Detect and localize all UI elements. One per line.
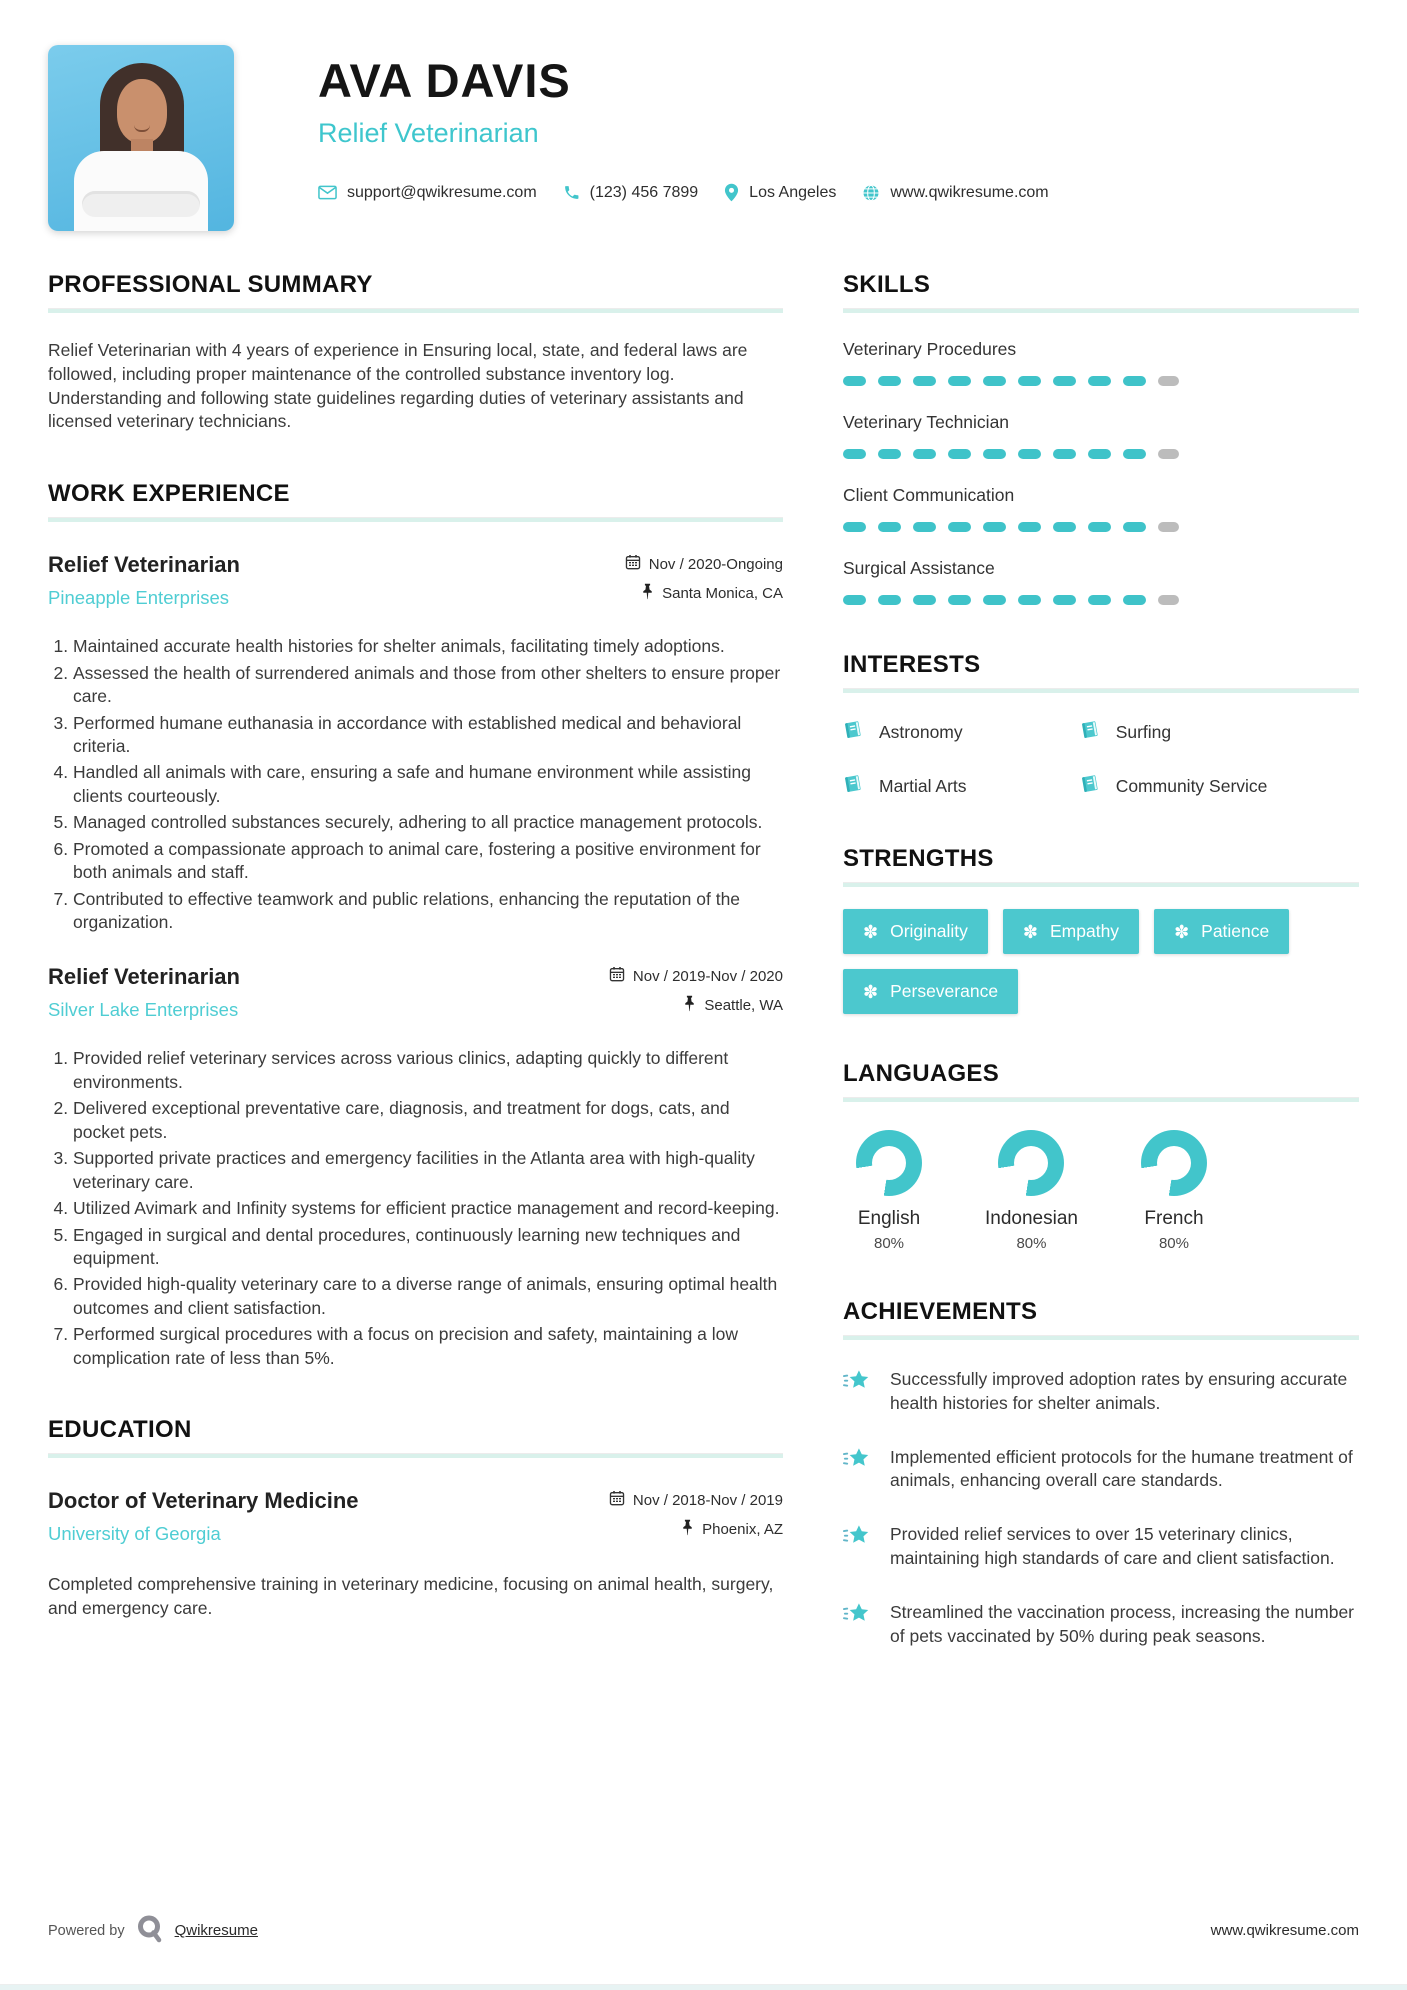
skill-segment-filled [913, 449, 936, 459]
job-duty: 2. Assessed the health of surrendered animals and those from other shelters to ensure proper care. [73, 662, 783, 709]
photo-face [117, 79, 167, 143]
powered-by-label: Powered by [48, 1922, 125, 1939]
language-item [1128, 1130, 1220, 1252]
heading-rule [48, 308, 783, 313]
language-donut [998, 1130, 1064, 1196]
contact-email[interactable] [318, 184, 537, 202]
contact-location-text: Los Angeles [749, 183, 837, 201]
summary-text: Relief Veterinarian with 4 years of experience in Ensuring local, state, and federal laws are followed, including proper maintenance of the controlled substance inventory log. Understanding and following state guidelines regarding duties of veterinary assistants and licensed veterinary technicians. [48, 340, 748, 432]
calendar-icon [609, 966, 625, 986]
skill-segment-filled [1053, 449, 1076, 459]
skill-segment-filled [1088, 376, 1111, 386]
skill-segment-filled [913, 376, 936, 386]
strength-label: Originality [890, 921, 968, 941]
globe-icon [862, 184, 880, 202]
heading-rule [843, 308, 1359, 313]
skill-segment-filled [1123, 376, 1146, 386]
language-list [843, 1130, 1359, 1252]
skill-segment-filled [878, 522, 901, 532]
qwikresume-link[interactable]: Qwikresume [174, 1922, 258, 1939]
interest-list [843, 719, 1359, 799]
section-education [48, 1416, 783, 1621]
education-location: Phoenix, AZ [702, 1521, 783, 1539]
achievements-heading: ACHIEVEMENTS [843, 1298, 1038, 1325]
skill-segment-filled [1088, 449, 1111, 459]
skill-segment-filled [983, 376, 1006, 386]
skill-bar [843, 595, 1359, 605]
job-duty: 4. Handled all animals with care, ensuring a safe and humane environment while assisting clients courteously. [73, 761, 783, 808]
star-icon [843, 1523, 873, 1571]
achievement-item [843, 1523, 1359, 1571]
job-company-link[interactable]: Silver Lake Enterprises [48, 999, 239, 1021]
job-duty: 3. Performed humane euthanasia in accordance with established medical and behavioral criteria. [73, 712, 783, 759]
skills-heading: SKILLS [843, 271, 931, 298]
pin-icon [683, 995, 696, 1016]
job-duties [48, 1047, 783, 1370]
language-percent: 80% [1016, 1235, 1047, 1252]
strength-list [843, 909, 1359, 1014]
skill-name: Veterinary Technician [843, 412, 1010, 432]
interest-item [843, 773, 1080, 799]
book-icon [1080, 773, 1101, 799]
skill-segment-filled [843, 595, 866, 605]
candidate-title: Relief Veterinarian [318, 118, 539, 148]
job-location: Seattle, WA [704, 997, 783, 1015]
languages-heading: LANGUAGES [843, 1060, 1000, 1087]
skill-bar [843, 449, 1359, 459]
interest-item [1080, 773, 1359, 799]
book-icon [843, 773, 864, 799]
heading-rule [48, 517, 783, 522]
skill-segment-filled [843, 449, 866, 459]
header-main [318, 45, 1049, 231]
heading-rule [843, 688, 1359, 693]
job-duty: 6. Provided high-quality veterinary care to a diverse range of animals, ensuring optimal health outcomes and client satisfaction. [73, 1273, 783, 1320]
heading-rule [843, 1097, 1359, 1102]
qwikresume-logo-icon [135, 1913, 165, 1948]
skill-segment-filled [1018, 449, 1041, 459]
skill-segment-filled [1053, 595, 1076, 605]
skill-segment-empty [1158, 522, 1179, 532]
heading-rule [48, 1453, 783, 1458]
left-column [48, 271, 783, 1694]
pin-icon [641, 583, 654, 604]
candidate-name: AVA DAVIS [318, 54, 571, 107]
bottom-accent-bar [0, 1984, 1407, 1990]
footer-website: www.qwikresume.com [1210, 1922, 1359, 1939]
skill-segment-filled [1053, 376, 1076, 386]
flower-icon: ✽ [863, 981, 879, 1002]
strength-chip [1003, 909, 1139, 954]
achievement-text: Streamlined the vaccination process, increasing the number of pets vaccinated by 50% during peak seasons. [890, 1601, 1354, 1646]
job-duty: 6. Promoted a compassionate approach to animal care, fostering a positive environment for both animals and staff. [73, 838, 783, 885]
right-column [843, 271, 1359, 1694]
contact-phone[interactable] [563, 184, 699, 202]
pin-icon [681, 1519, 694, 1540]
education-description: Completed comprehensive training in veterinary medicine, focusing on animal health, surgery, and emergency care. [48, 1574, 774, 1618]
skill-segment-filled [878, 449, 901, 459]
education-dates: Nov / 2018-Nov / 2019 [632, 1491, 783, 1509]
section-summary [48, 271, 783, 434]
language-name: French [1144, 1208, 1204, 1229]
skill-segment-filled [913, 522, 936, 532]
skill-segment-filled [1053, 522, 1076, 532]
skill-segment-filled [1123, 522, 1146, 532]
language-name: English [857, 1208, 921, 1229]
strength-chip [1154, 909, 1289, 954]
skill-name: Surgical Assistance [843, 558, 995, 578]
contact-email-text: support@qwikresume.com [347, 183, 537, 201]
skill-segment-filled [948, 522, 971, 532]
phone-icon [563, 184, 580, 201]
content-columns [0, 271, 1407, 1694]
strengths-heading: STRENGTHS [843, 845, 994, 872]
skill-segment-filled [1123, 449, 1146, 459]
interest-item [1080, 719, 1359, 745]
skill-segment-filled [948, 595, 971, 605]
language-item [985, 1130, 1078, 1252]
skill-segment-filled [878, 595, 901, 605]
photo-arms [82, 191, 200, 217]
skill-segment-filled [913, 595, 936, 605]
skill-name: Client Communication [843, 485, 1015, 505]
job-duty: 5. Engaged in surgical and dental procedures, continuously learning new techniques and equipment. [73, 1224, 783, 1271]
section-achievements [843, 1298, 1359, 1648]
job-duty: 1. Provided relief veterinary services across various clinics, adapting quickly to different environments. [73, 1047, 783, 1094]
interests-heading: INTERESTS [843, 651, 981, 678]
interest-item [843, 719, 1080, 745]
interest-label: Surfing [1115, 721, 1172, 742]
achievement-item [843, 1601, 1359, 1649]
skill-segment-filled [1018, 595, 1041, 605]
flower-icon: ✽ [863, 921, 879, 942]
achievement-text: Provided relief services to over 15 veterinary clinics, maintaining high standards of care and client satisfaction. [890, 1524, 1335, 1568]
job-dates: Nov / 2020-Ongoing [648, 555, 783, 573]
contact-website[interactable] [862, 184, 1048, 202]
skill-segment-filled [948, 376, 971, 386]
skill-segment-filled [1123, 595, 1146, 605]
job-company-link[interactable]: Pineapple Enterprises [48, 587, 229, 609]
job-duty: 2. Delivered exceptional preventative care, diagnosis, and treatment for dogs, cats, and pocket pets. [73, 1097, 783, 1144]
heading-rule [843, 882, 1359, 887]
strength-chip [843, 909, 988, 954]
contact-phone-text: (123) 456 7899 [589, 183, 699, 201]
profile-photo [48, 45, 234, 231]
contact-location[interactable] [724, 183, 836, 202]
skill-segment-filled [1088, 595, 1111, 605]
section-strengths [843, 845, 1359, 1014]
strength-label: Empathy [1050, 921, 1120, 941]
achievement-text: Successfully improved adoption rates by ensuring accurate health histories for shelter animals. [890, 1369, 1348, 1413]
language-donut [856, 1130, 922, 1196]
job-duty: 7. Contributed to effective teamwork and public relations, enhancing the reputation of the organization. [73, 888, 783, 935]
contact-website-text: www.qwikresume.com [890, 183, 1049, 201]
work-heading: WORK EXPERIENCE [48, 480, 290, 508]
location-icon [724, 183, 739, 202]
book-icon [843, 719, 864, 745]
summary-heading: PROFESSIONAL SUMMARY [48, 271, 373, 298]
heading-rule [843, 1335, 1359, 1340]
section-languages [843, 1060, 1359, 1252]
skill-segment-filled [1088, 522, 1111, 532]
footer [48, 1913, 1359, 1948]
calendar-icon [609, 1490, 625, 1510]
skill-segment-filled [878, 376, 901, 386]
star-icon [843, 1368, 873, 1416]
header [0, 0, 1407, 231]
job-location: Santa Monica, CA [662, 585, 783, 603]
strength-chip [843, 969, 1018, 1014]
skill-segment-filled [983, 595, 1006, 605]
skill-segment-empty [1158, 376, 1179, 386]
skill-name: Veterinary Procedures [843, 339, 1017, 359]
job-title: Relief Veterinarian [48, 964, 240, 990]
education-heading: EDUCATION [48, 1416, 192, 1444]
school-name: University of Georgia [48, 1523, 221, 1545]
star-icon [843, 1601, 873, 1649]
job-entry [48, 552, 783, 934]
job-duty: 1. Maintained accurate health histories for shelter animals, facilitating timely adoptions. [73, 635, 783, 658]
skill-list [843, 339, 1359, 605]
skill-bar [843, 376, 1359, 386]
job-duty: 7. Performed surgical procedures with a focus on precision and safety, maintaining a low complication rate of less than 5%. [73, 1323, 783, 1370]
email-icon [318, 185, 337, 200]
interest-label: Community Service [1115, 775, 1268, 796]
skill-item [843, 485, 1359, 532]
skill-segment-filled [843, 376, 866, 386]
book-icon [1080, 719, 1101, 745]
degree-title: Doctor of Veterinary Medicine [48, 1488, 359, 1514]
achievement-item [843, 1368, 1359, 1416]
job-title: Relief Veterinarian [48, 552, 240, 578]
calendar-icon [625, 554, 641, 574]
section-work-experience [48, 480, 783, 1370]
job-list [48, 552, 783, 1370]
strength-label: Patience [1201, 921, 1270, 941]
skill-item [843, 558, 1359, 605]
language-percent: 80% [1158, 1235, 1189, 1252]
education-entry [48, 1488, 783, 1621]
contact-row [318, 183, 1049, 202]
section-skills [843, 271, 1359, 605]
skill-bar [843, 522, 1359, 532]
achievement-item [843, 1446, 1359, 1494]
flower-icon: ✽ [1022, 921, 1038, 942]
achievement-list [843, 1368, 1359, 1648]
skill-item [843, 412, 1359, 459]
interest-label: Martial Arts [879, 775, 967, 796]
job-dates: Nov / 2019-Nov / 2020 [632, 967, 783, 985]
job-duty: 5. Managed controlled substances securely, adhering to all practice management protocols. [73, 811, 783, 834]
skill-segment-filled [1018, 376, 1041, 386]
flower-icon: ✽ [1174, 921, 1190, 942]
star-icon [843, 1446, 873, 1494]
skill-segment-filled [1018, 522, 1041, 532]
skill-segment-filled [983, 522, 1006, 532]
skill-item [843, 339, 1359, 386]
skill-segment-empty [1158, 595, 1179, 605]
interest-label: Astronomy [879, 721, 963, 742]
language-item [843, 1130, 935, 1252]
job-duty: 3. Supported private practices and emergency facilities in the Atlanta area with high-quality veterinary care. [73, 1147, 783, 1194]
skill-segment-filled [983, 449, 1006, 459]
language-name: Indonesian [985, 1208, 1078, 1229]
job-entry [48, 964, 783, 1370]
strength-label: Perseverance [890, 981, 999, 1001]
skill-segment-filled [948, 449, 971, 459]
section-interests [843, 651, 1359, 799]
skill-segment-empty [1158, 449, 1179, 459]
language-percent: 80% [873, 1235, 905, 1252]
achievement-text: Implemented efficient protocols for the humane treatment of animals, enhancing overall care standards. [890, 1446, 1353, 1491]
job-duty: 4. Utilized Avimark and Infinity systems for efficient practice management and record-keeping. [73, 1197, 783, 1220]
job-duties [48, 635, 783, 934]
skill-segment-filled [843, 522, 866, 532]
language-donut [1141, 1130, 1207, 1196]
